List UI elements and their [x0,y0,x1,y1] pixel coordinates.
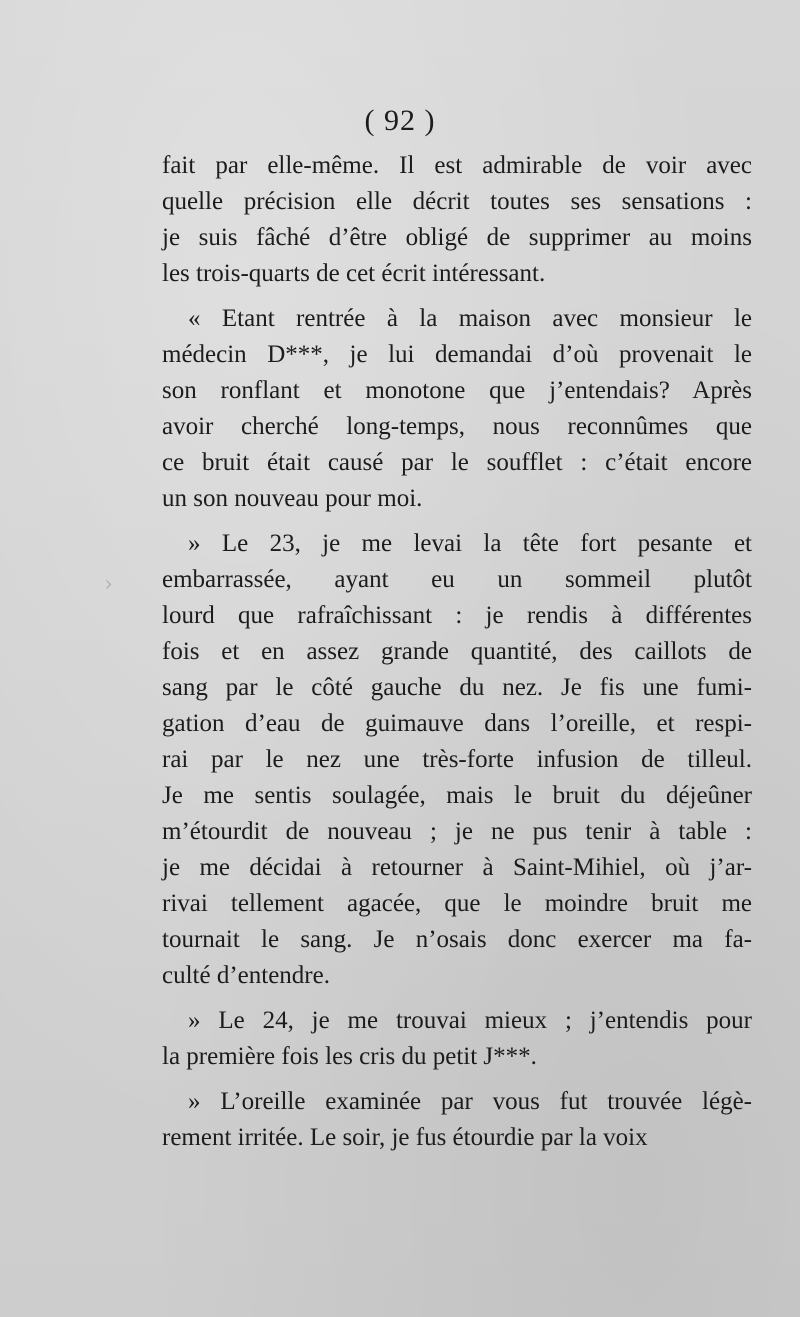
paragraph-gap [162,1075,752,1084]
margin-smudge: › [104,572,113,597]
text-line: fois et en assez grande quantité, des caillots de [162,638,752,665]
text-line: médecin D***, je lui demandai d’où provenait le [162,341,752,368]
text-line: lourd que rafraîchissant : je rendis à différentes [162,602,752,629]
text-line: quelle précision elle décrit toutes ses sensations : [162,188,752,215]
text-line: » Le 24, je me trouvai mieux ; j’entendis pour [188,1007,752,1034]
text-line: » Le 23, je me levai la tête fort pesante et [188,530,752,557]
text-line: son ronflant et monotone que j’entendais? Après [162,377,752,404]
text-line: sang par le côté gauche du nez. Je fis une fumi- [162,674,752,701]
text-line: ce bruit était causé par le soufflet : c’était encore [162,449,752,476]
text-line: « Etant rentrée à la maison avec monsieur le [188,305,752,332]
text-line: gation d’eau de guimauve dans l’oreille, et respi- [162,710,752,737]
text-line: rai par le nez une très-forte infusion de tilleul. [162,746,752,773]
text-body [162,148,752,1156]
text-line: Je me sentis soulagée, mais le bruit du déjeûner [162,782,752,809]
paragraph [162,526,752,994]
page-number: ( 92 ) [364,104,436,137]
paragraph [162,301,752,517]
text-line: fait par elle-même. Il est admirable de voir avec [162,152,752,179]
text-line: rement irritée. Le soir, je fus étourdie par la voix [162,1124,648,1151]
text-line: tournait le sang. Je n’osais donc exercer ma fa- [162,926,752,953]
text-line: je suis fâché d’être obligé de supprimer au moins [162,224,752,251]
text-line: les trois-quarts de cet écrit intéressant. [162,260,546,287]
paragraph [162,1084,752,1156]
paragraph-gap [162,517,752,526]
text-line: un son nouveau pour moi. [162,485,423,512]
text-line: la première fois les cris du petit J***. [162,1043,537,1070]
text-line: m’étourdit de nouveau ; je ne pus tenir à table : [162,818,752,845]
paragraph [162,148,752,292]
paragraph-gap [162,292,752,301]
text-line: avoir cherché long-temps, nous reconnûmes que [162,413,752,440]
text-line: culté d’entendre. [162,962,330,989]
paragraph [162,1003,752,1075]
text-line: » L’oreille examinée par vous fut trouvée légè- [188,1088,752,1115]
text-line: rivai tellement agacée, que le moindre bruit me [162,890,752,917]
text-line: je me décidai à retourner à Saint-Mihiel, où j’ar- [162,854,752,881]
text-line: embarrassée, ayant eu un sommeil plutôt [162,566,752,593]
paragraph-gap [162,994,752,1003]
